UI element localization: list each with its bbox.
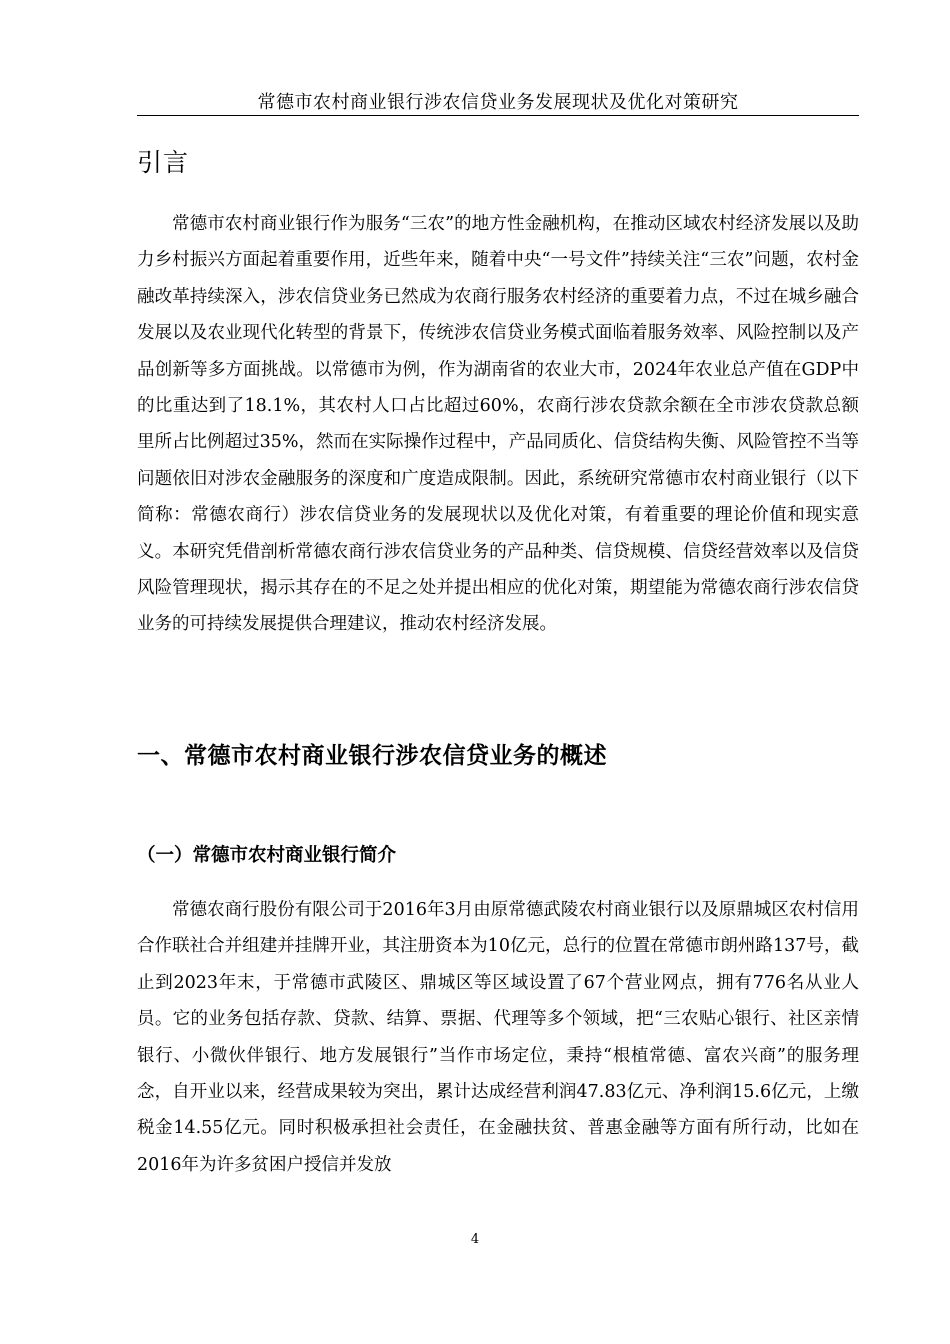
intro-heading: 引言: [137, 148, 190, 177]
section-1-heading: 一、常德市农村商业银行涉农信贷业务的概述: [137, 743, 607, 769]
subsection-1-1-paragraph: 常德农商行股份有限公司于2016年3月由原常德武陵农村商业银行以及原鼎城区农村信用合作联社合并组建并挂牌开业，其注册资本为10亿元，总行的位置在常德市朗州路137号，截止到2023年末，于常德市武陵区、鼎城区等区域设置了67个营业网点，拥有776名从业人员。它的业务包括存款、贷款、结算、票据、代理等多个领域，把“三农贴心银行、社区亲情银行、小微伙伴银行、地方发展银行”当作市场定位，秉持“根植常德、富农兴商”的服务理念，自开业以来，经营成果较为突出，累计达成经营利润47.83亿元、净利润15.6亿元，上缴税金14.55亿元。同时积极承担社会责任，在金融扶贫、普惠金融等方面有所行动，比如在2016年为许多贫困户授信并发放: [137, 900, 859, 1175]
page-number: 4: [470, 1232, 480, 1247]
intro-paragraph: 常德市农村商业银行作为服务“三农”的地方性金融机构，在推动区域农村经济发展以及助力乡村振兴方面起着重要作用，近些年来，随着中央“一号文件”持续关注“三农”问题，农村金融改革持续深入，涉农信贷业务已然成为农商行服务农村经济的重要着力点，不过在城乡融合发展以及农业现代化转型的背景下，传统涉农信贷业务模式面临着服务效率、风险控制以及产品创新等多方面挑战。以常德市为例，作为湖南省的农业大市，2024年农业总产值在GDP中的比重达到了18.1%，其农村人口占比超过60%，农商行涉农贷款余额在全市涉农贷款总额里所占比例超过35%，然而在实际操作过程中，产品同质化、信贷结构失衡、风险管控不当等问题依旧对涉农金融服务的深度和广度造成限制。因此，系统研究常德市农村商业银行（以下简称：常德农商行）涉农信贷业务的发展现状以及优化对策，有着重要的理论价值和现实意义。本研究凭借剖析常德农商行涉农信贷业务的产品种类、信贷规模、信贷经营效率以及信贷风险管理现状，揭示其存在的不足之处并提出相应的优化对策，期望能为常德农商行涉农信贷业务的可持续发展提供合理建议，推动农村经济发展。: [137, 214, 859, 635]
subsection-1-1-heading: （一）常德市农村商业银行简介: [137, 845, 397, 866]
header-divider: [137, 115, 859, 116]
running-header: 常德市农村商业银行涉农信贷业务发展现状及优化对策研究: [257, 92, 739, 113]
